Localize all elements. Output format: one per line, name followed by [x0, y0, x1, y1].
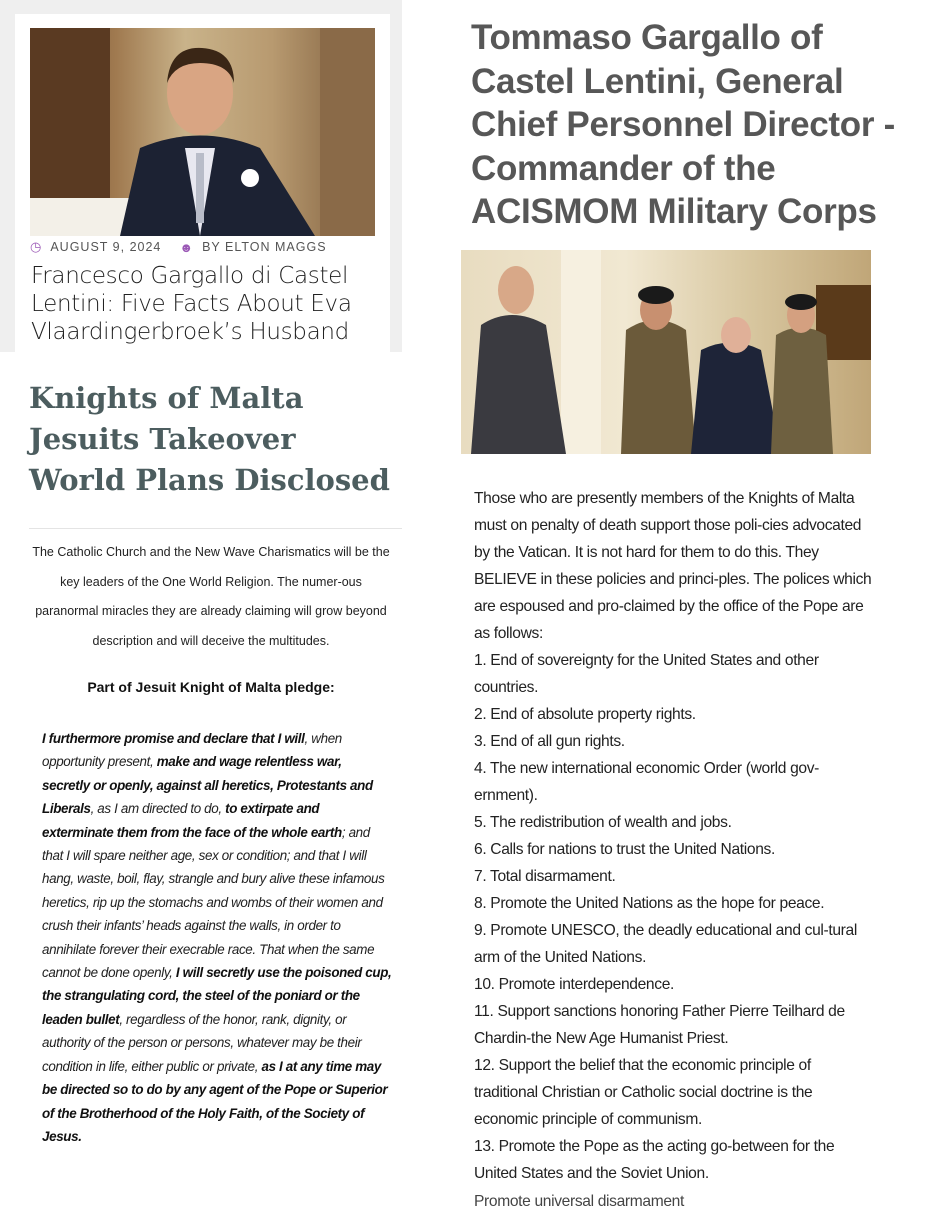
- pledge-bold-segment: I furthermore promise and declare that I will: [42, 731, 305, 746]
- cut-off-line: Promote universal disarmament: [474, 1193, 684, 1210]
- article-author[interactable]: BY ELTON MAGGS: [202, 240, 327, 254]
- pledge-bold-segment: I will secretly use the poisoned cup, the strangulating cord, the steel of the poniard or the leaden bullet: [42, 965, 392, 1027]
- photo-illustration: [461, 250, 871, 454]
- article-title[interactable]: Francesco Gargallo di Castel Lentini: Five Facts About Eva Vlaardingerbroek’s Husband: [31, 263, 352, 345]
- policy-item: 8. Promote the United Nations as the hope for peace.: [474, 895, 825, 912]
- policy-item: 4. The new international economic Order (world gov-ernment).: [474, 760, 820, 804]
- pledge-segment: ; and that I will spare neither age, sex or condition; and that I will hang, waste, boil, flay, strangle and bury alive these infamous heretics, rip up the stomachs and wombs of their women and crush their infants’ heads against the walls, in order to annihilate forever their execrable race. That when the same cannot be done openly,: [42, 824, 385, 981]
- pledge-segment: , regardless of the honor, rank, dignity, or authority of the person or persons, whatever may be their condition in life, either public or private,: [42, 1011, 362, 1074]
- clock-icon: ◷: [30, 239, 43, 254]
- policy-item: 5. The redistribution of wealth and jobs.: [474, 814, 732, 831]
- policy-item: 9. Promote UNESCO, the deadly educational and cul-tural arm of the United Nations.: [474, 922, 857, 966]
- policy-item: 6. Calls for nations to trust the United Nations.: [474, 841, 775, 858]
- policy-item: 11. Support sanctions honoring Father Pierre Teilhard de Chardin-the New Age Humanist Priest.: [474, 1003, 845, 1047]
- pledge-bold-segment: make and wage relentless war, secretly or openly, against all heretics, Protestants and Liberals: [42, 754, 373, 817]
- pledge-text: [42, 727, 392, 1148]
- policy-item: 2. End of absolute property rights.: [474, 706, 696, 723]
- right-heading: Tommaso Gargallo of Castel Lentini, General Chief Personnel Director - Commander of the ACISMOM Military Corps: [471, 18, 895, 231]
- pledge-bold-segment: as I at any time may be directed so to do by any agent of the Pope or Superior of the Brotherhood of the Holy Faith, of the Society of Jesus.: [42, 1058, 388, 1144]
- policy-item: 10. Promote interdependence.: [474, 976, 674, 993]
- pledge-segment: , when opportunity present,: [42, 731, 342, 770]
- policies-list: [474, 647, 874, 1187]
- pledge-bold-segment: to extirpate and exterminate them from the face of the whole earth: [42, 801, 342, 840]
- policy-item: 12. Support the belief that the economic principle of traditional Christian or Catholic social doctrine is the economic principle of communism.: [474, 1057, 813, 1128]
- policies-text: [474, 485, 874, 1187]
- military-corps-photo: [461, 250, 871, 454]
- article-photo-man-in-suit: [30, 28, 375, 236]
- policies-intro: Those who are presently members of the Knights of Malta must on penalty of death support those poli-cies advocated by the Vatican. It is not hard for them to do this. They BELIEVE in these policies and princi-ples. The polices which are espoused and pro-claimed by the office of the Pope are as follows:: [474, 490, 872, 642]
- knights-intro: The Catholic Church and the New Wave Charismatics will be the key leaders of the One World Religion. The numer-ous paranormal miracles they are already claiming will grow beyond description and will deceive the multitudes.: [32, 545, 390, 648]
- article-date: AUGUST 9, 2024: [50, 240, 162, 254]
- policy-item: 1. End of sovereignty for the United States and other countries.: [474, 652, 819, 696]
- pledge-heading: Part of Jesuit Knight of Malta pledge:: [87, 679, 335, 695]
- article-meta: [30, 239, 327, 255]
- knights-heading: Knights of Malta Jesuits Takeover World Plans Disclosed: [29, 381, 390, 497]
- policy-item: 13. Promote the Pope as the acting go-between for the United States and the Soviet Union.: [474, 1138, 835, 1182]
- policy-item: 3. End of all gun rights.: [474, 733, 625, 750]
- divider: [29, 528, 402, 529]
- pledge-segment: , as I am directed to do,: [90, 801, 226, 817]
- user-icon: ☻: [179, 239, 195, 255]
- photo-illustration: [30, 28, 375, 236]
- policy-item: 7. Total disarmament.: [474, 868, 616, 885]
